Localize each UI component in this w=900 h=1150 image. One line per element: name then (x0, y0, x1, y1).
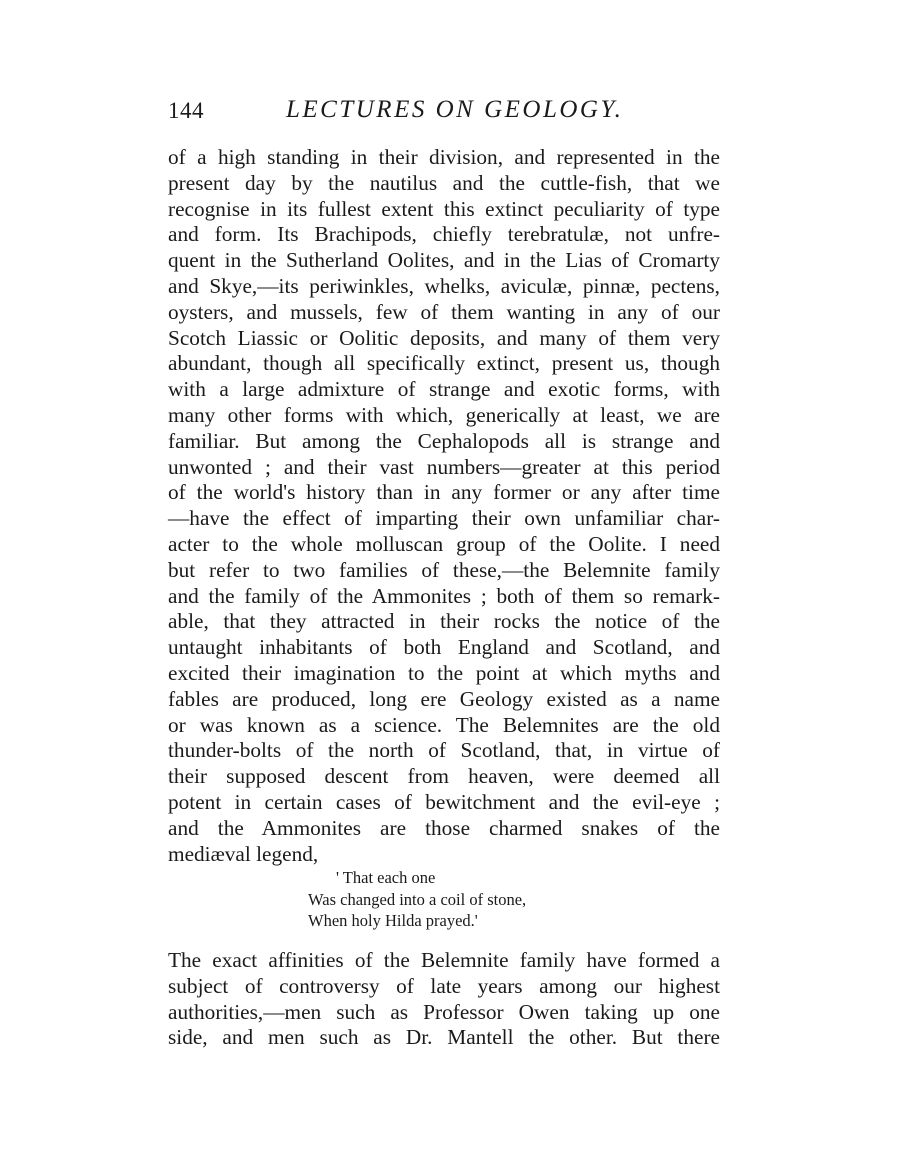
verse-quotation (308, 867, 608, 932)
text-line: and Skye,—its periwinkles, whelks, aviculæ, pinnæ, pectens, (168, 273, 720, 298)
running-title: LECTURES ON GEOLOGY. (286, 96, 624, 123)
text-line: oysters, and mussels, few of them wanting in any of our (168, 299, 720, 324)
text-line: side, and men such as Dr. Mantell the other. But there (168, 1025, 720, 1050)
text-line: of the world's history than in any former or any after time (168, 480, 720, 505)
verse-line: Was changed into a coil of stone, (308, 889, 527, 909)
text-line: The exact affinities of the Belemnite family have formed a (168, 948, 720, 972)
page-number: 144 (168, 98, 204, 123)
text-line: or was known as a science. The Belemnites are the old (168, 712, 720, 737)
text-line: —have the effect of imparting their own unfamiliar char- (168, 506, 720, 531)
text-line: acter to the whole molluscan group of the Oolite. I need (168, 531, 720, 556)
text-line: authorities,—men such as Professor Owen taking up one (168, 999, 720, 1024)
text-line: recognise in its fullest extent this extinct peculiarity of type (168, 196, 720, 221)
text-line: quent in the Sutherland Oolites, and in the Lias of Cromarty (168, 248, 720, 273)
text-line: subject of controversy of late years among our highest (168, 973, 720, 998)
text-line: familiar. But among the Cephalopods all is strange and (168, 428, 720, 453)
text-line: potent in certain cases of bewitchment and the evil-eye ; (168, 789, 720, 814)
text-line: present day by the nautilus and the cuttle-fish, that we (168, 170, 720, 195)
text-line: and the Ammonites are those charmed snakes of the (168, 815, 720, 840)
text-line: fables are produced, long ere Geology existed as a name (168, 686, 720, 711)
text-line: Scotch Liassic or Oolitic deposits, and many of them very (168, 325, 720, 350)
text-line: with a large admixture of strange and exotic forms, with (168, 377, 720, 402)
page-header (168, 98, 728, 134)
text-line: untaught inhabitants of both England and Scotland, and (168, 635, 720, 660)
text-line: of a high standing in their division, and represented in the (168, 145, 720, 169)
verse-line: ' That each one (336, 868, 436, 887)
text-line: excited their imagination to the point at which myths and (168, 660, 720, 685)
verse-line: When holy Hilda prayed.' (308, 911, 478, 930)
text-line: many other forms with which, generically at least, we are (168, 402, 720, 427)
text-line: unwonted ; and their vast numbers—greater at this period (168, 454, 720, 479)
text-line: and form. Its Brachipods, chiefly terebratulæ, not unfre- (168, 222, 720, 247)
text-line: mediæval legend, (168, 841, 319, 866)
text-line: able, that they attracted in their rocks the notice of the (168, 609, 720, 634)
text-line: but refer to two families of these,—the Belemnite family (168, 557, 720, 582)
text-line: and the family of the Ammonites ; both of them so remark- (168, 583, 720, 608)
paragraph-1 (168, 145, 720, 867)
text-line: abundant, though all specifically extinct, present us, though (168, 351, 720, 376)
text-line: their supposed descent from heaven, were deemed all (168, 764, 720, 789)
text-line: thunder-bolts of the north of Scotland, that, in virtue of (168, 738, 720, 763)
paragraph-2 (168, 948, 720, 1051)
